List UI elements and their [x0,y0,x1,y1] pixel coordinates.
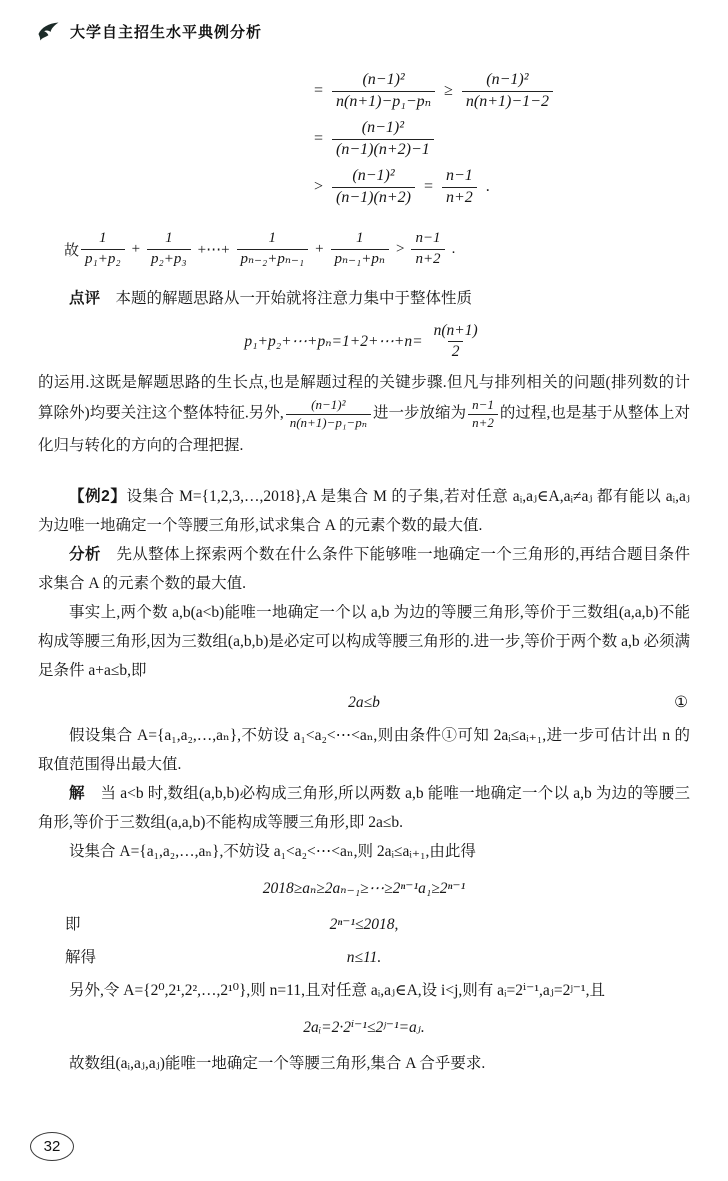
math-text: + [315,240,324,257]
fraction-denominator: pₙ₋₂+pₙ₋₁ [237,249,309,270]
fraction-numerator: 1 [268,230,277,246]
usage-paragraph [38,368,690,460]
math-text: > [314,178,324,195]
example2-label: 【例2】 [69,487,127,505]
fraction [286,397,371,431]
fraction-numerator: n−1 [415,230,441,246]
conclusion-text: 故数组(aᵢ,aⱼ,aⱼ)能唯一地确定一个等腰三角形,集合 A 合乎要求. [69,1054,486,1072]
fraction-denominator: n+2 [411,249,444,270]
comment-intro: 本题的解题思路从一开始就将注意力集中于整体性质 [100,290,473,307]
math-text: . [485,178,490,195]
fraction-numerator: (n−1)² [361,118,404,136]
fraction-denominator: n+2 [442,187,477,209]
page-number-badge [30,1132,74,1161]
solution-text: 当 a<b 时,数组(a,b,b)必构成三角形,所以两数 a,b 能唯一地确定一个以 a,b 为边的等腰三角形,等价于三数组(a,a,b)不能构成等腰三角形,即 2a≤b. [38,784,690,831]
page-header [36,20,262,43]
then-row [38,910,690,940]
equation-2a: 2a≤b [348,693,380,711]
fraction [81,229,125,269]
sum-line-label: 故 [64,242,80,259]
fraction-denominator: n(n+1)−p₁−pₙ [286,414,371,431]
fraction-numerator: 1 [99,230,107,246]
math-text: 进一步放缩为 [372,404,467,422]
then-formula: 2ⁿ⁻¹≤2018, [329,915,399,933]
solve-formula: n≤11. [346,948,382,966]
chain-formula-row [38,874,690,904]
fraction [332,70,435,113]
fraction-numerator: n−1 [445,166,473,184]
math-text: ≥ [444,82,453,99]
fraction-denominator: n+2 [468,414,498,431]
derivation-line-3 [314,164,690,210]
fraction-numerator: (n−1)² [352,166,395,184]
solve-row [38,943,690,973]
derivation-line-1 [314,68,690,114]
fraction-denominator: n(n+1)−1−2 [462,91,553,113]
math-text: + [131,240,141,257]
math-text: = [423,178,433,195]
math-text: = [314,82,324,99]
solve-label: 解得 [65,948,97,966]
comment-label: 点评 [69,290,101,307]
fraction-denominator: (n−1)(n+2) [332,187,415,209]
fraction [331,229,389,269]
solution-paragraph [38,779,690,837]
math-text: . [451,240,456,257]
publisher-bird-logo-icon [36,20,61,43]
sum-inequality-line [38,228,690,270]
suppose-paragraph [38,721,690,779]
fraction-denominator: n(n+1)−p₁−pₙ [332,91,435,113]
sum-formula [244,321,483,362]
fraction [147,229,191,269]
fraction [468,397,498,431]
fraction-denominator: p₂+p₃ [147,249,191,270]
math-text: = [314,130,324,147]
fact-paragraph [38,598,690,685]
analysis-label: 分析 [69,545,101,563]
content [38,64,690,1078]
fraction [237,229,309,269]
fraction-numerator: 1 [165,230,173,246]
fraction-denominator: p₁+p₂ [81,249,125,270]
equation-2a-row [38,688,690,718]
comment-paragraph [38,284,690,313]
fraction-denominator: pₙ₋₁+pₙ [331,249,389,270]
math-text: p₁+p₂+⋯+pₙ=1+2+⋯+n= [244,332,423,350]
fraction [332,166,415,209]
page-number: 32 [43,1138,61,1155]
fraction-denominator: (n−1)(n+2)−1 [332,139,434,161]
fraction-numerator: (n−1)² [486,70,529,88]
chain-formula: 2018≥aₙ≥2aₙ₋₁≥⋯≥2ⁿ⁻¹a₁≥2ⁿ⁻¹ [262,879,466,897]
derivation-line-2 [314,116,690,162]
suppose-text: 假设集合 A={a₁,a₂,…,aₙ},不妨设 a₁<a₂<⋯<aₙ,则由条件①可知 2aᵢ≤aᵢ₊₁,进一步可估计出 n 的取值范围得出最大值. [38,726,690,773]
fraction-denominator: 2 [448,341,464,362]
fraction-numerator: 1 [356,230,364,246]
solution-label: 解 [69,784,85,802]
fraction-numerator: n(n+1) [433,322,478,339]
fraction [430,321,482,362]
another-text: 另外,令 A={2⁰,2¹,2²,…,2¹⁰},则 n=11,且对任意 aᵢ,aⱼ∈A,设 i<j,则有 aᵢ=2ⁱ⁻¹,aⱼ=2ʲ⁻¹,且 [69,981,605,999]
fraction [442,166,477,209]
final-formula-row [38,1013,690,1043]
math-text: > [395,240,405,257]
equation-tag-circled-1: ① [674,693,688,711]
fraction-numerator: (n−1)² [362,70,405,88]
math-text: 的过程,也是基于从整体上对化归与转化的方向的合理把握. [38,404,690,454]
final-formula: 2aᵢ=2·2ⁱ⁻¹≤2ʲ⁻¹=aⱼ. [303,1018,425,1036]
analysis-text: 先从整体上探索两个数在什么条件下能够唯一地确定一个三角形的,再结合题目条件求集合 A 的元素个数的最大值. [38,545,690,592]
math-text: 的运用.这既是解题思路的生长点,也是解题过程的关键步骤.但凡与排列相关的问题(排列数的计算除外)均要关注这个整体特征.另外, [38,374,690,422]
derivation-block [38,64,690,210]
example2-text: 设集合 M={1,2,3,…,2018},A 是集合 M 的子集,若对任意 aᵢ,aⱼ∈A,aᵢ≠aⱼ 都有能以 aᵢ,aⱼ 为边唯一地确定一个等腰三角形,试求集合 A 的元素个数的最大值. [38,487,690,534]
example2-paragraph [38,482,690,540]
math-text: +⋯+ [197,241,230,258]
conclusion-paragraph [38,1049,690,1078]
set-paragraph [38,837,690,866]
fraction [462,70,553,113]
fraction [332,118,434,161]
fraction-numerator: n−1 [472,397,494,413]
fraction-numerator: (n−1)² [311,397,346,413]
sum-formula-row [38,321,690,362]
analysis-paragraph [38,540,690,598]
another-paragraph [38,976,690,1005]
page-header-title: 大学自主招生水平典例分析 [70,24,263,41]
sum-line-math [79,229,455,269]
then-label: 即 [65,915,81,933]
set-text: 设集合 A={a₁,a₂,…,aₙ},不妨设 a₁<a₂<⋯<aₙ,则 2aᵢ≤aᵢ₊₁,由此得 [69,842,476,860]
fraction [411,229,444,269]
fact-text: 事实上,两个数 a,b(a<b)能唯一地确定一个以 a,b 为边的等腰三角形,等价于三数组(a,a,b)不能构成等腰三角形,因为三数组(a,b,b)是必定可以构成等腰三角形的.进一步,等价于两个数 a,b 必须满足条件 a+a≤b,即 [38,603,690,679]
